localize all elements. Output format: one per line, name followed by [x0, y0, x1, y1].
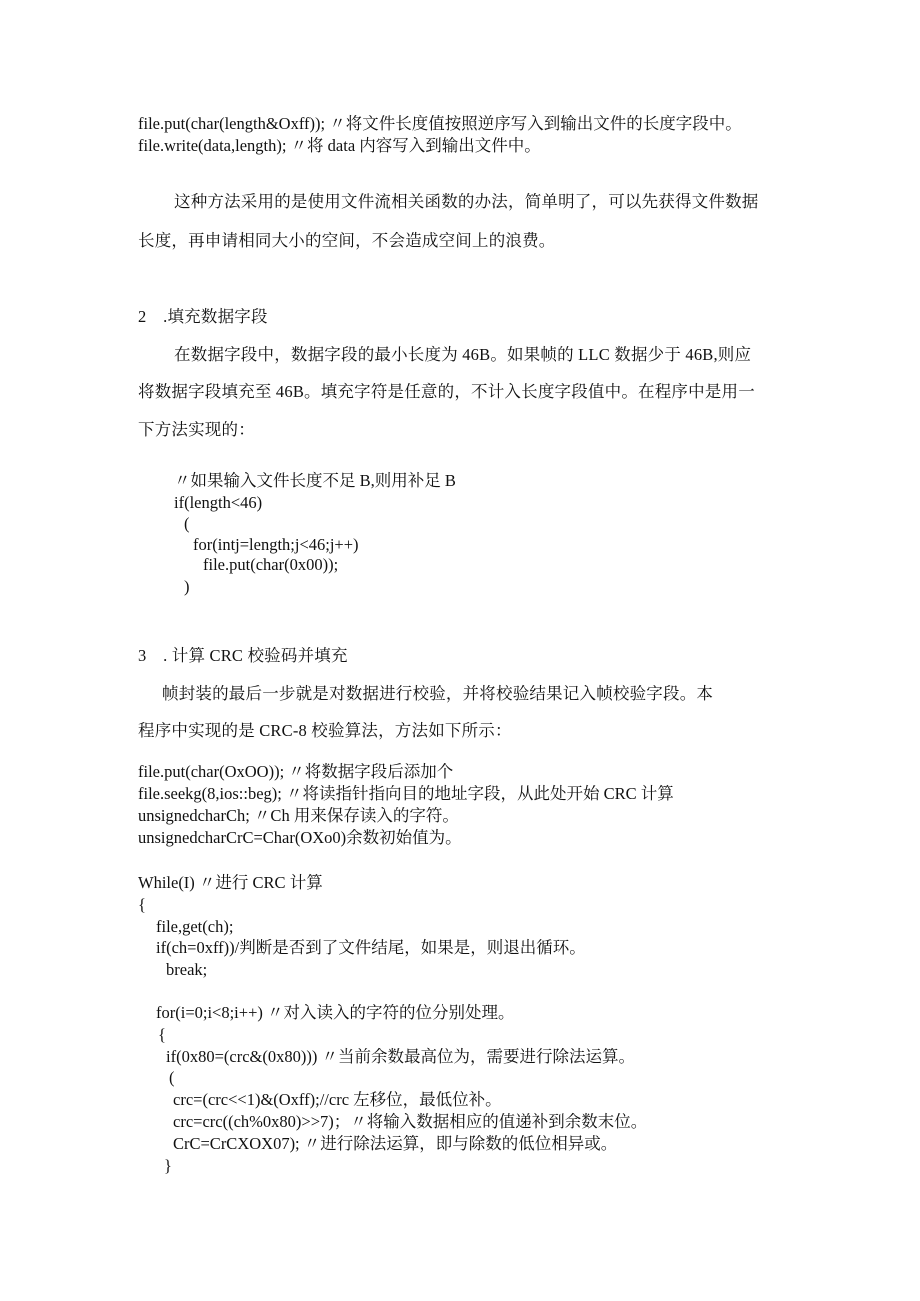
code-line: ( [169, 1068, 175, 1087]
code-line: if(length<46) [174, 493, 263, 512]
code-line-file-write: file.write(data,length); 〃将 data 内容写入到输出文件中。 [138, 136, 541, 155]
code-line: crc=crc((ch%0x80)>>7)；〃将输入数据相应的值递补到余数末位。 [173, 1112, 648, 1131]
code-line: } [164, 1156, 172, 1175]
code-line: if(ch=0xff))/判断是否到了文件结尾，如果是，则退出循环。 [156, 938, 586, 957]
paragraph-line: 帧封装的最后一步就是对数据进行校验，并将校验结果记入帧校验字段。本 [162, 684, 714, 703]
code-line: file.put(char(OxOO)); 〃将数据字段后添加个 [138, 762, 454, 781]
code-line: if(0x80=(crc&(0x80))) 〃当前余数最高位为，需要进行除法运算。 [166, 1047, 635, 1066]
code-line: While(I) 〃进行 CRC 计算 [138, 873, 323, 892]
code-line: unsignedcharCh; 〃Ch 用来保存读入的字符。 [138, 806, 459, 825]
section-heading-3: 3 . 计算 CRC 校验码并填充 [138, 646, 348, 665]
code-line: unsignedcharCrC=Char(OXo0)余数初始值为。 [138, 828, 462, 847]
code-line: file.seekg(8,ios::beg); 〃将读指针指向目的地址字段，从此处开始 CRC 计算 [138, 784, 674, 803]
code-line: file,get(ch); [156, 917, 234, 936]
code-line: crc=(crc<<1)&(Oxff);//crc 左移位，最低位补。 [173, 1090, 502, 1109]
paragraph-line: 这种方法采用的是使用文件流相关函数的办法，简单明了，可以先获得文件数据 [174, 192, 759, 211]
paragraph-line: 下方法实现的： [138, 420, 255, 439]
paragraph-line: 程序中实现的是 CRC-8 校验算法，方法如下所示： [138, 721, 512, 740]
code-line: for(i=0;i<8;i++) 〃对入读入的字符的位分别处理。 [156, 1003, 515, 1022]
code-line: break; [166, 960, 208, 979]
code-line: { [138, 895, 146, 914]
section-heading-2: 2 .填充数据字段 [138, 307, 268, 326]
code-line: ( [184, 514, 190, 533]
code-line: { [158, 1025, 166, 1044]
paragraph-line: 在数据字段中，数据字段的最小长度为 46B。如果帧的 LLC 数据少于 46B,则应 [174, 345, 752, 364]
code-line-file-put-length: file.put(char(length&Oxff)); 〃将文件长度值按照逆序写入到输出文件的长度字段中。 [138, 114, 742, 133]
code-line: file.put(char(0x00)); [203, 555, 339, 574]
paragraph-line: 将数据字段填充至 46B。填充字符是任意的，不计入长度字段值中。在程序中是用一 [138, 382, 755, 401]
code-comment: 〃如果输入文件长度不足 B,则用补足 B [174, 471, 456, 490]
code-line: ) [184, 577, 190, 596]
code-line: CrC=CrCXOX07); 〃进行除法运算，即与除数的低位相异或。 [173, 1134, 618, 1153]
paragraph-line: 长度，再申请相同大小的空间，不会造成空间上的浪费。 [138, 231, 556, 250]
code-line: for(intj=length;j<46;j++) [193, 535, 359, 554]
